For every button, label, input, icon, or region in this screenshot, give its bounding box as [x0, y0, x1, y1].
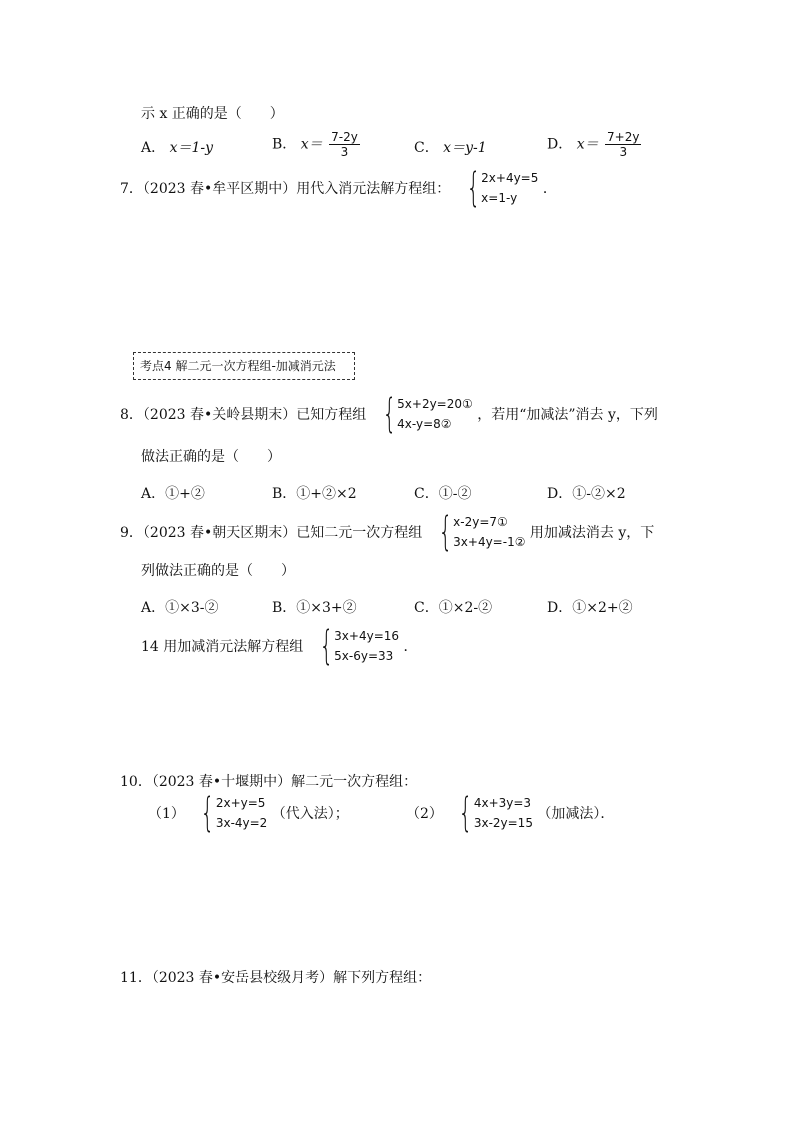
- option-b-label: B．: [272, 486, 297, 502]
- option-c-label: C．: [414, 600, 439, 616]
- q10-part-1: [148, 790, 349, 836]
- q9-option-a: [141, 597, 219, 617]
- q8-stem-line2: 做法正确的是（ ）: [141, 449, 281, 465]
- question-7: [120, 165, 557, 211]
- question-14: [141, 623, 418, 669]
- option-c-expr: x＝y-1: [443, 140, 487, 156]
- option-d-label: D．: [547, 486, 573, 502]
- q9-eq2: 3x+4y=-1②: [453, 535, 526, 549]
- section-heading-4: 考点4 解二元一次方程组-加减消元法: [133, 352, 355, 380]
- q14-equation-system: [308, 623, 400, 669]
- q6-option-c: [414, 137, 487, 157]
- q9-option-b: [272, 597, 357, 617]
- q8-option-b: [272, 483, 357, 503]
- q8-equation-system: [371, 391, 473, 437]
- question-10: 10．（2023 春•十堰期中）解二元一次方程组：: [120, 774, 418, 790]
- q10-part-1-method: （代入法）；: [271, 806, 349, 822]
- option-a-label: A．: [141, 486, 166, 502]
- fraction-d-numerator: 7+2y: [607, 130, 640, 144]
- q8-option-c: [414, 483, 471, 503]
- q10-part-2: [406, 790, 615, 836]
- q10-part-1-label: （1）: [148, 806, 185, 822]
- q10-part-2-method: （加减法）．: [537, 806, 615, 822]
- q9-equation-system: [427, 509, 526, 555]
- option-b-label: B．: [272, 600, 297, 616]
- option-c-text: ①-②: [438, 486, 472, 502]
- question-8: [120, 391, 658, 437]
- q14-eq1: 3x+4y=16: [334, 629, 400, 643]
- q9-eq1: x-2y=7①: [453, 515, 508, 529]
- option-c-text: ①×2-②: [438, 600, 493, 616]
- q9-stem: 9．（2023 春•朝天区期末）已知二元一次方程组: [120, 525, 423, 541]
- q7-suffix: ．: [542, 181, 557, 197]
- brace-icon: {: [438, 509, 453, 555]
- option-d-text: ①×2+②: [572, 600, 633, 616]
- brace-icon: {: [200, 790, 215, 836]
- q10-p2-eq1: 4x+3y=3: [473, 796, 532, 810]
- option-c-label: C．: [414, 486, 439, 502]
- q8-suffix: ，若用“加减法”消去 y，下列: [477, 407, 658, 423]
- q9-option-d: [547, 597, 633, 617]
- q14-stem: 14 用加减消元法解方程组: [141, 639, 304, 655]
- q10-part-1-system: [189, 790, 268, 836]
- option-b-lhs: x＝: [300, 136, 323, 153]
- q10-part-2-label: （2）: [406, 806, 443, 822]
- q10-p1-eq1: 2x+y=5: [215, 796, 266, 810]
- q7-eq2: x=1-y: [481, 191, 518, 205]
- option-a-text: ①×3-②: [165, 600, 219, 616]
- option-b-text: ①×3+②: [296, 600, 357, 616]
- q6-option-d: [547, 130, 641, 159]
- q8-stem: 8．（2023 春•关岭县期末）已知方程组: [120, 407, 367, 423]
- option-a-text: ①+②: [165, 486, 205, 502]
- q8-eq1: 5x+2y=20①: [397, 397, 473, 411]
- option-b-label: B．: [272, 136, 297, 153]
- brace-icon: {: [458, 790, 473, 836]
- q7-eq1: 2x+4y=5: [481, 171, 539, 185]
- option-b-text: ①+②×2: [296, 486, 357, 502]
- fraction-d-denominator: 3: [619, 145, 628, 159]
- q7-stem: 7．（2023 春•牟平区期中）用代入消元法解方程组：: [120, 181, 451, 197]
- brace-icon: {: [319, 623, 334, 669]
- option-a-label: A．: [141, 600, 166, 616]
- q14-suffix: ．: [403, 639, 418, 655]
- option-d-lhs: x＝: [576, 136, 599, 153]
- option-a-label: A．: [141, 140, 166, 156]
- q10-p1-eq2: 3x-4y=2: [215, 816, 268, 830]
- question-9: [120, 509, 655, 555]
- q8-option-a: [141, 483, 205, 503]
- option-d-label: D．: [547, 136, 573, 153]
- fraction-d: [605, 130, 641, 159]
- q7-equation-system: [455, 165, 539, 211]
- question-11: 11．（2023 春•安岳县校级月考）解下列方程组：: [120, 970, 432, 986]
- brace-icon: {: [466, 165, 481, 211]
- option-d-text: ①-②×2: [572, 486, 626, 502]
- brace-icon: {: [382, 391, 397, 437]
- option-d-label: D．: [547, 600, 573, 616]
- q10-part-2-system: [447, 790, 533, 836]
- q6-option-a: [141, 137, 213, 157]
- fraction-b: [329, 130, 360, 159]
- q9-suffix: 用加减法消去 y，下: [529, 525, 655, 541]
- q9-stem-line2: 列做法正确的是（ ）: [141, 563, 295, 579]
- q8-eq2: 4x-y=8②: [397, 417, 452, 431]
- q8-option-d: [547, 483, 626, 503]
- option-a-expr: x＝1-y: [169, 140, 214, 156]
- fraction-b-numerator: 7-2y: [331, 130, 358, 144]
- q10-p2-eq2: 3x-2y=15: [473, 816, 533, 830]
- q9-option-c: [414, 597, 492, 617]
- q6-option-b: [272, 130, 360, 159]
- q14-eq2: 5x-6y=33: [334, 649, 394, 663]
- q6-stem-tail: 示 x 正确的是（ ）: [141, 106, 284, 122]
- fraction-b-denominator: 3: [340, 145, 349, 159]
- option-c-label: C．: [414, 140, 439, 156]
